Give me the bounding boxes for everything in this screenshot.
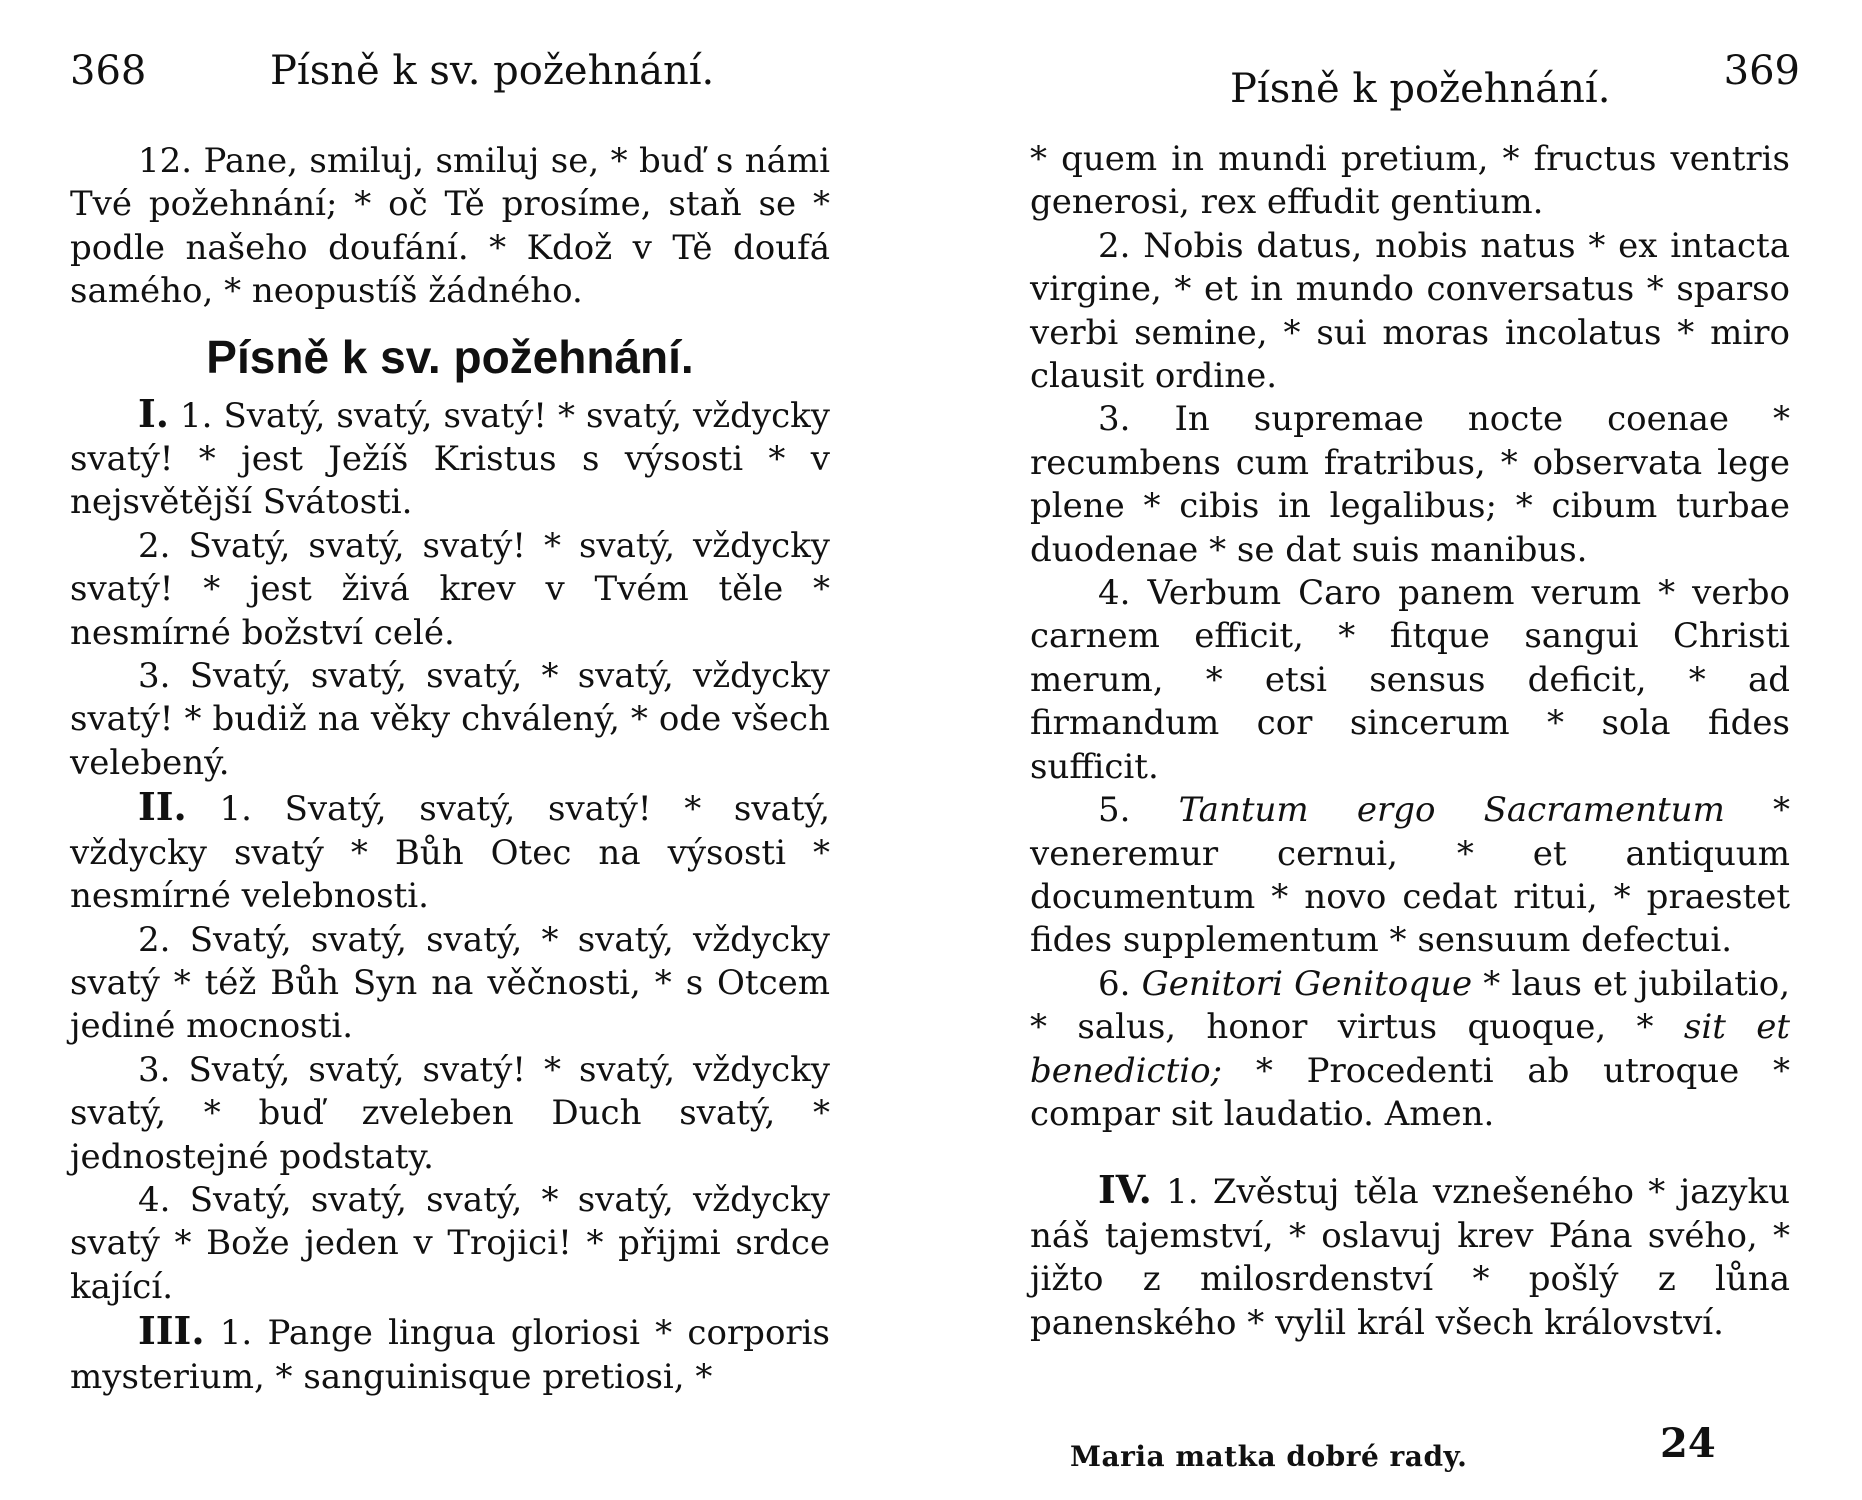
verse-text: Svatý, svatý, svatý! * svatý, vždycky svatý, * buď zveleben Duch svatý, * jednostejné podstaty.: [70, 1049, 831, 1177]
verse-number: 4.: [138, 1179, 171, 1220]
verse-number: 3.: [138, 1049, 171, 1090]
verse-text: Svatý, svatý, svatý, * svatý, vždycky svatý * též Bůh Syn na věčnosti, * s Otcem jediné mocnosti.: [70, 919, 830, 1047]
verse-number: 1.: [219, 789, 252, 830]
verse-text: Verbum Caro panem verum * verbo carnem efficit, * fitque sangui Christi merum, * etsi sensus deficit, * ad firmandum cor sincerum * sola fides sufficit.: [1030, 573, 1790, 787]
verse-number: 12.: [138, 141, 193, 181]
verse-text: Pane, smiluj, smiluj se, * buď s námi Tvé požehnání; * oč Tě prosíme, staň se * podle našeho doufání. * Kdož v Tě doufá samého, * neopustíš žádného.: [70, 141, 830, 312]
verse-text: Pange lingua gloriosi * corporis mysterium, * sanguinisque pretiosi, *: [70, 1313, 830, 1397]
song-I-verse-3: [70, 655, 830, 785]
verse-3: [1030, 398, 1790, 572]
continuation-text: * quem in mundi pretium, * fructus ventris generosi, rex effudit gentium.: [1030, 139, 1790, 223]
verse-italic-incipit: Genitori Genitoque: [1141, 963, 1473, 1004]
verse-number: 2.: [1098, 225, 1131, 266]
left-page-body: [70, 140, 830, 1399]
left-running-title: Písně k sv. požehnání.: [270, 48, 715, 94]
verse-4: [1030, 572, 1790, 789]
footer-signature-number: 24: [1660, 1420, 1716, 1467]
verse-number: 3.: [138, 656, 171, 697]
verse-text: Svatý, svatý, svatý! * svatý, vždycky svatý! * jest živá krev v Tvém těle * nesmírné božství celé.: [70, 525, 831, 653]
verse-number: 4.: [1098, 573, 1131, 614]
song-I-verse-2: [70, 525, 830, 655]
verse-italic-phrase: sit et benedictio;: [1030, 1007, 1791, 1091]
verse-number: 1.: [219, 1313, 253, 1354]
song-number: III.: [138, 1308, 205, 1354]
verse-text: Svatý, svatý, svatý! * svatý, vždycky svatý! * jest Ježíš Kristus s výsosti * v nejsvětější Svátosti.: [70, 395, 830, 523]
verse-number: 2.: [138, 525, 171, 566]
verse-12: [70, 140, 830, 314]
song-number: IV.: [1098, 1167, 1152, 1213]
verse-number: 2.: [138, 919, 171, 960]
right-page-number: 369: [1723, 48, 1800, 94]
right-running-title: Písně k požehnání.: [1230, 66, 1611, 112]
verse-2: [1030, 225, 1790, 399]
verse-text: Svatý, svatý, svatý, * svatý, vždycky svatý * Bože jeden v Trojici! * přijmi srdce kající.: [70, 1179, 830, 1307]
verse-text: Svatý, svatý, svatý, * svatý, vždycky svatý! * budiž na věky chválený, * ode všech velebený.: [70, 656, 830, 783]
verse-6: [1030, 963, 1790, 1137]
song-number: I.: [138, 390, 170, 436]
verse-text: * veneremur cernui, * et antiquum documentum * novo cedat ritui, * praestet fides supplementum * sensuum defectui.: [1030, 790, 1790, 961]
song-II-verse-4: [70, 1179, 830, 1309]
verse-5: [1030, 789, 1790, 963]
song-number: II.: [138, 784, 187, 830]
left-page: [40, 0, 860, 1500]
verse-text: In supremae nocte coenae * recumbens cum fratribus, * observata lege plene * cibis in legalibus; * cibum turbae duodenae * se dat suis manibus.: [1030, 399, 1790, 570]
song-I-verse-1: [70, 392, 830, 525]
song-II-verse-1: [70, 785, 830, 918]
verse-number: 1.: [180, 395, 213, 436]
song-III-verse-1: [70, 1309, 830, 1399]
verse-text: Svatý, svatý, svatý! * svatý, vždycky svatý * Bůh Otec na výsosti * nesmírné velebnosti.: [70, 789, 830, 917]
verse-number: 6.: [1098, 963, 1131, 1004]
footer-signature: Maria matka dobré rady.: [1070, 1440, 1468, 1473]
right-page: [1000, 0, 1820, 1500]
left-running-head: [40, 48, 860, 108]
right-page-body: [1030, 138, 1790, 1345]
verse-italic-incipit: Tantum ergo Sacramentum: [1178, 790, 1725, 831]
verse-text: Zvěstuj těla vznešeného * jazyku náš tajemství, * oslavuj krev Pána svého, * jižto z milosrdenství * pošlý z lůna panenského * vylil král všech království.: [1030, 1172, 1791, 1343]
song-II-verse-3: [70, 1049, 830, 1179]
verse-number: 1.: [1166, 1172, 1199, 1213]
right-running-head: [1000, 48, 1820, 112]
left-page-number: 368: [70, 48, 147, 94]
verse-number: 5.: [1098, 790, 1131, 831]
verse-text: Nobis datus, nobis natus * ex intacta virgine, * et in mundo conversatus * sparso verbi semine, * sui moras incolatus * miro clausit ordine.: [1030, 225, 1790, 397]
verse-text: * laus et jubilatio, * salus, honor virtus quoque, *: [1030, 963, 1791, 1048]
song-II-verse-2: [70, 919, 830, 1049]
section-heading: Písně k sv. požehnání.: [206, 330, 694, 383]
verse-text-end: * Procedenti ab utroque * compar sit laudatio. Amen.: [1030, 1050, 1791, 1134]
song-IV-verse-1: [1030, 1168, 1790, 1345]
verse-number: 3.: [1098, 399, 1131, 440]
